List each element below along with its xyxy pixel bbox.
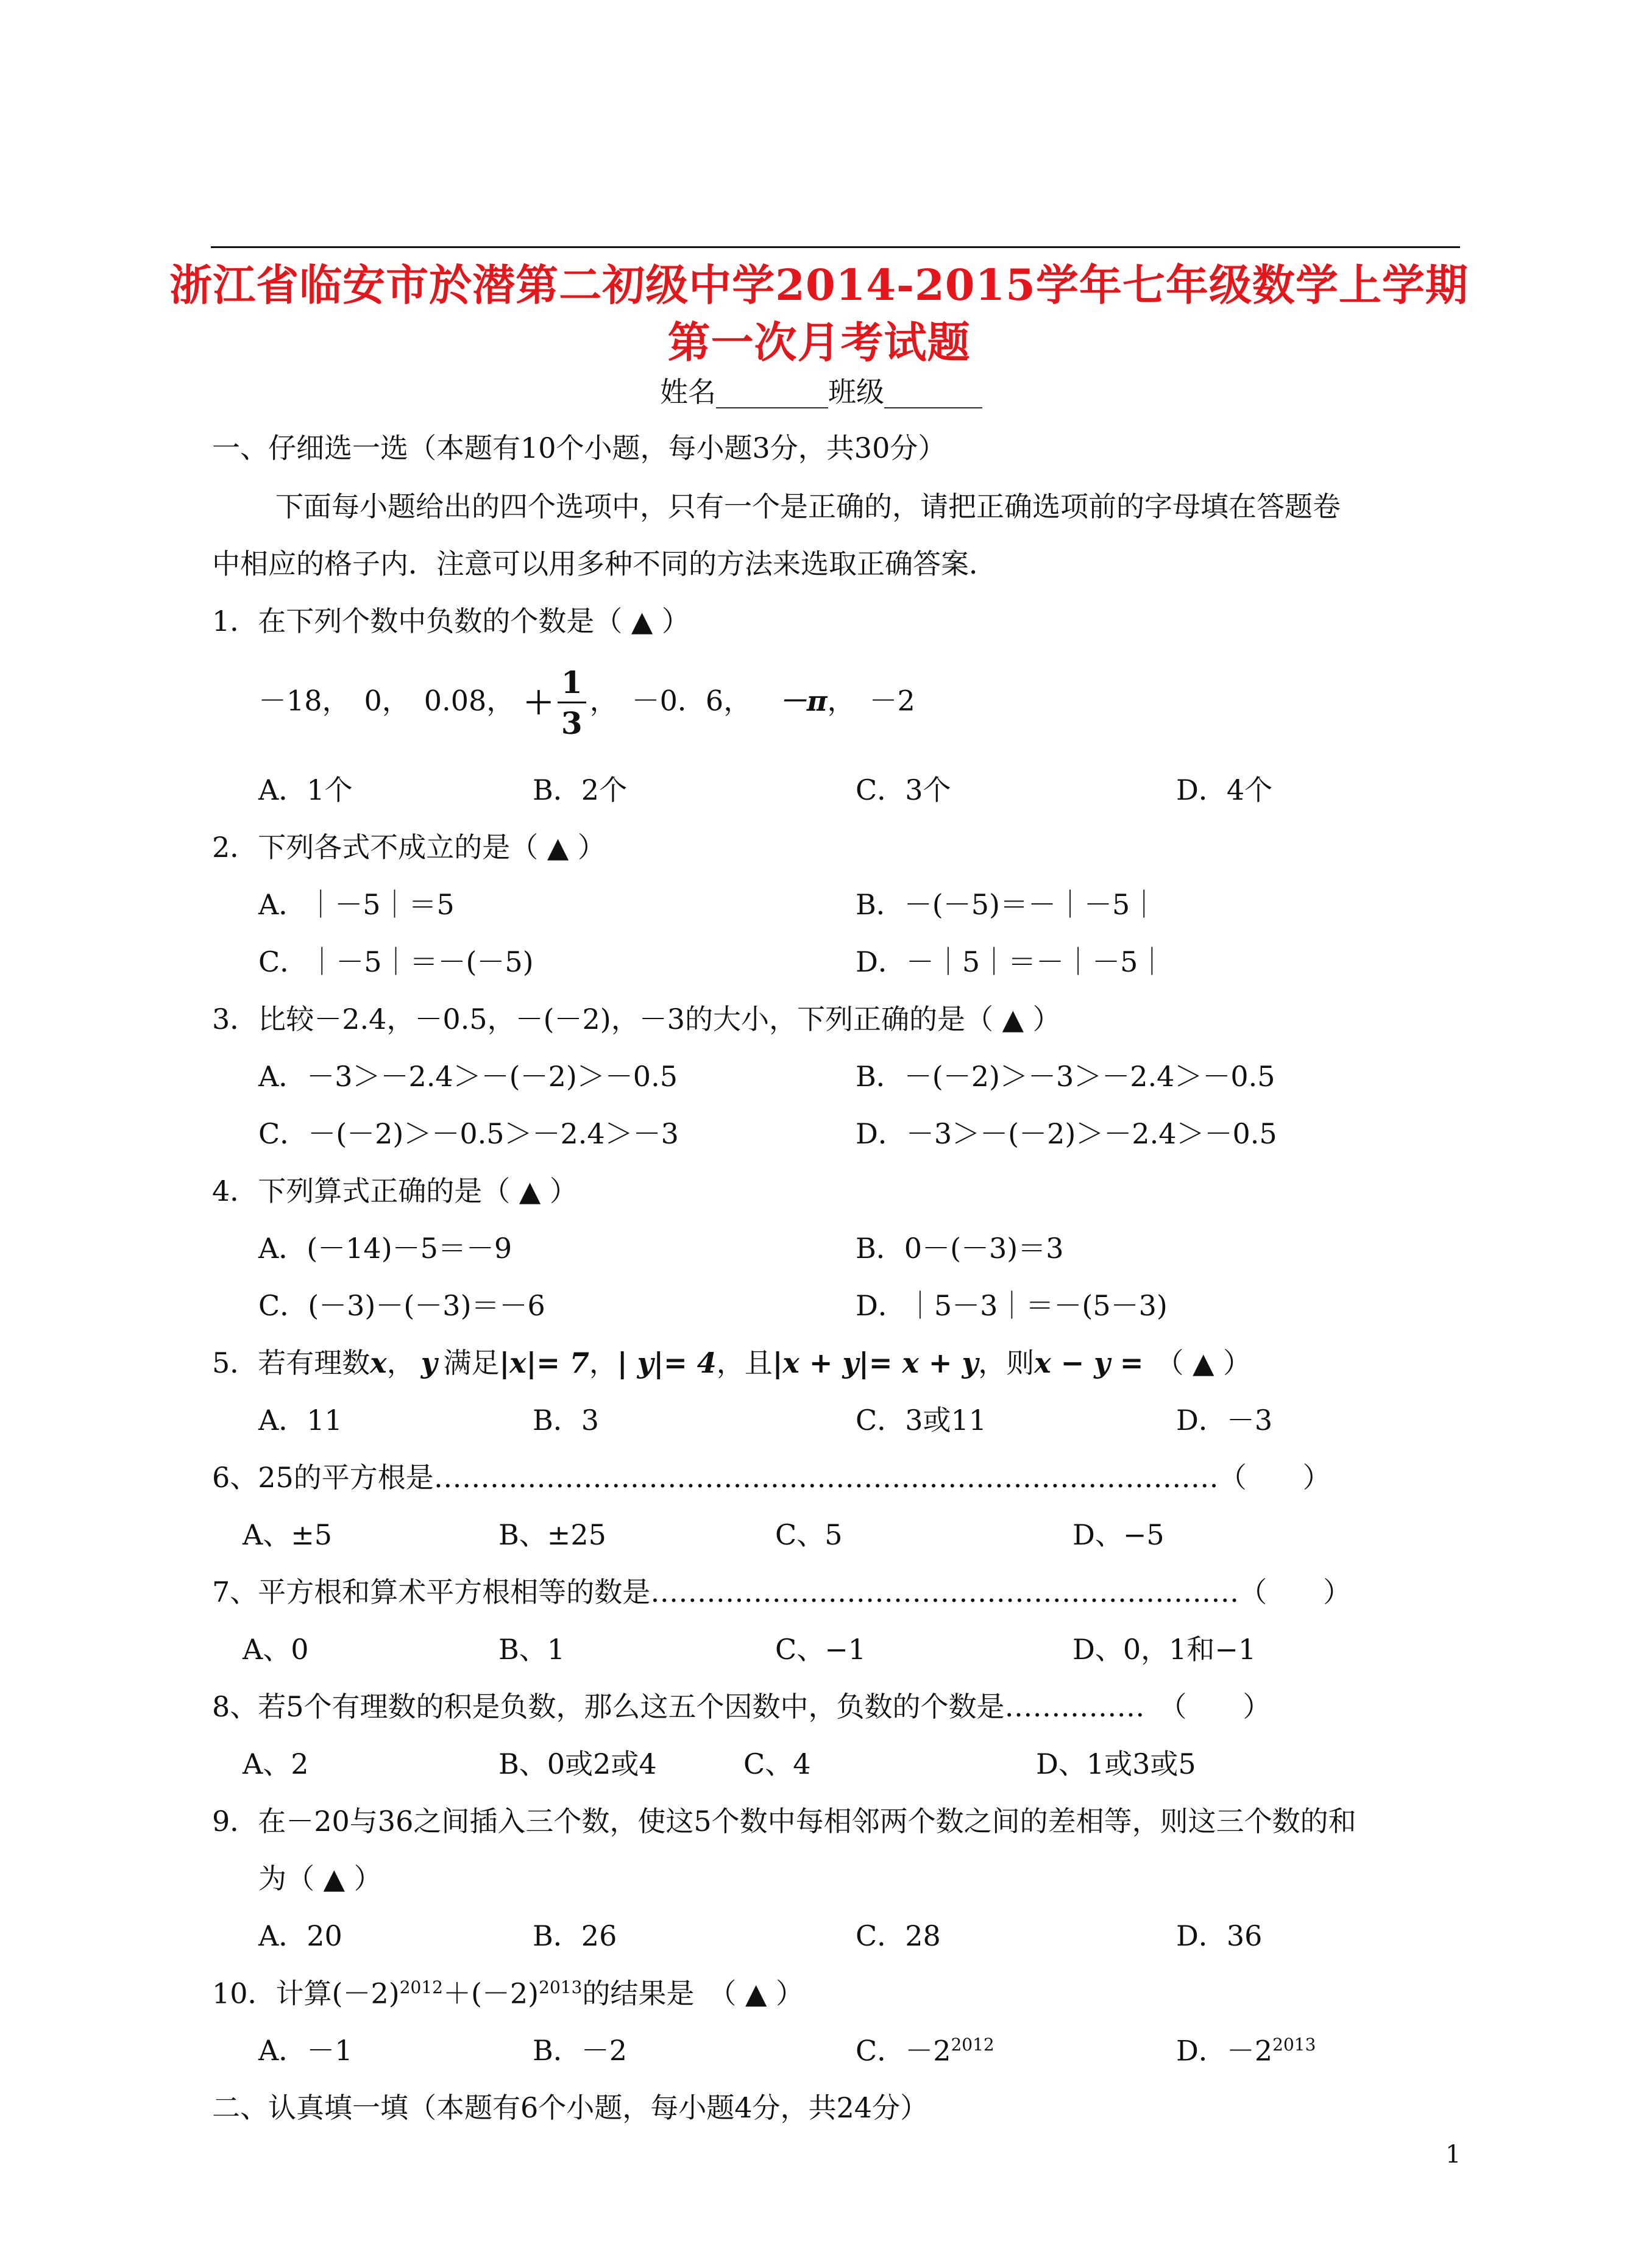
q4-option-c: C．(－3)－(－3)＝－6 bbox=[258, 1289, 545, 1322]
q10-option-d-exp: 2013 bbox=[1272, 2035, 1316, 2055]
q9-option-d: D．36 bbox=[1176, 1919, 1263, 1952]
q10-stem-c: 的结果是 （ ▲ ） bbox=[582, 1977, 804, 2010]
q6-stem: 6、25的平方根是…………………………………………………………………………（ ） bbox=[212, 1461, 1331, 1494]
header-rule bbox=[211, 246, 1460, 248]
q5-abs-x: |x|= 7 bbox=[499, 1346, 589, 1379]
name-class-line: 姓名________班级_______ bbox=[660, 375, 982, 408]
q6-option-b: B、±25 bbox=[498, 1518, 606, 1551]
q7-option-b: B、1 bbox=[498, 1633, 566, 1666]
q9-stem-line1: 9．在－20与36之间插入三个数，使这5个数中每相邻两个数之间的差相等，则这三个数的和 bbox=[212, 1805, 1356, 1838]
q10-option-c-exp: 2012 bbox=[951, 2035, 994, 2055]
q10-option-b: B．－2 bbox=[533, 2034, 628, 2067]
q5-abs-xy: |x + y|= x + y bbox=[772, 1346, 979, 1379]
q3-option-a: A．－3＞－2.4＞－(－2)＞－0.5 bbox=[258, 1060, 678, 1093]
q10-stem-b: ＋(－2) bbox=[442, 1977, 539, 2010]
q5-stem bbox=[212, 1346, 1252, 1379]
q1-option-a: A．1个 bbox=[258, 773, 353, 806]
q5-stem-b: 满足 bbox=[443, 1346, 500, 1379]
q5-var-y: y bbox=[420, 1346, 438, 1379]
q10-stem-a: 10．计算(－2) bbox=[212, 1977, 400, 2010]
q2-option-d: D．－｜5｜＝－｜－5｜ bbox=[856, 945, 1166, 978]
q5-stem-f: （ ▲ ） bbox=[1155, 1346, 1252, 1379]
q8-option-b: B、0或2或4 bbox=[498, 1747, 657, 1780]
section2-heading: 二、认真填一填（本题有6个小题，每小题4分，共24分） bbox=[212, 2091, 929, 2124]
q2-option-a: A．｜－5｜＝5 bbox=[258, 888, 455, 921]
section1-intro-line1: 下面每小题给出的四个选项中，只有一个是正确的，请把正确选项前的字母填在答题卷 bbox=[275, 490, 1341, 523]
q9-option-c: C．28 bbox=[856, 1919, 941, 1952]
q5-stem-d: ，且 bbox=[716, 1346, 773, 1379]
q1-stem: 1．在下列个数中负数的个数是（ ▲ ） bbox=[212, 605, 690, 638]
q5-stem-e: ，则 bbox=[978, 1346, 1035, 1379]
q10-option-c bbox=[856, 2034, 994, 2067]
q6-option-a: A、±5 bbox=[243, 1518, 333, 1551]
q1-option-c: C．3个 bbox=[856, 773, 951, 806]
q5-option-a: A．11 bbox=[258, 1404, 342, 1437]
q1-nums-b: ， －0．6， bbox=[589, 684, 752, 717]
q4-option-b: B．0－(－3)＝3 bbox=[856, 1232, 1064, 1265]
q1-frac-den: 3 bbox=[561, 705, 583, 741]
q5-var-x: x bbox=[370, 1346, 387, 1379]
q1-option-d: D．4个 bbox=[1176, 773, 1273, 806]
q8-option-c: C、4 bbox=[743, 1747, 811, 1780]
q1-nums-c: ， －2 bbox=[827, 684, 915, 717]
q5-abs-y: | y|= 4 bbox=[617, 1346, 717, 1379]
q1-frac-num: 1 bbox=[558, 667, 586, 703]
q6-option-c: C、5 bbox=[775, 1518, 843, 1551]
q3-option-d: D．－3＞－(－2)＞－2.4＞－0.5 bbox=[856, 1117, 1277, 1150]
q10-exp2: 2013 bbox=[539, 1977, 583, 1997]
q1-option-b: B．2个 bbox=[533, 773, 628, 806]
q2-option-c: C．｜－5｜＝－(－5) bbox=[258, 945, 534, 978]
q5-option-b: B．3 bbox=[533, 1404, 600, 1437]
q5-stem-a: 5．若有理数 bbox=[212, 1346, 370, 1379]
q2-option-b: B．－(－5)＝－｜－5｜ bbox=[856, 888, 1158, 921]
section1-heading: 一、仔细选一选（本题有10个小题，每小题3分，共30分） bbox=[212, 432, 946, 464]
q5-option-c: C．3或11 bbox=[856, 1404, 987, 1437]
q3-option-c: C．－(－2)＞－0.5＞－2.4＞－3 bbox=[258, 1117, 679, 1150]
q8-stem: 8、若5个有理数的积是负数，那么这五个因数中，负数的个数是…………… （ ） bbox=[212, 1690, 1271, 1723]
q10-exp1: 2012 bbox=[399, 1977, 443, 1997]
q9-stem-line2: 为（ ▲ ） bbox=[258, 1862, 382, 1895]
q7-option-c: C、−1 bbox=[775, 1633, 867, 1666]
q5-option-d: D．－3 bbox=[1176, 1404, 1273, 1437]
q10-option-a: A．－1 bbox=[258, 2034, 353, 2067]
q4-option-d: D．｜5－3｜＝－(5－3) bbox=[856, 1289, 1168, 1322]
q1-nums-a: －18， 0， 0.08， bbox=[258, 684, 515, 717]
q1-neg-pi: －π bbox=[778, 684, 828, 717]
q4-option-a: A．(－14)－5＝－9 bbox=[258, 1232, 512, 1265]
q7-option-d: D、0，1和−1 bbox=[1072, 1633, 1257, 1666]
q9-option-a: A．20 bbox=[258, 1919, 342, 1952]
q9-option-b: B．26 bbox=[533, 1919, 617, 1952]
q10-stem bbox=[212, 1977, 804, 2010]
q7-stem: 7、平方根和算术平方根相等的数是………………………………………………………（ ） bbox=[212, 1576, 1352, 1609]
exam-title-line1: 浙江省临安市於潜第二初级中学2014-2015学年七年级数学上学期 bbox=[169, 260, 1469, 310]
q4-stem: 4．下列算式正确的是（ ▲ ） bbox=[212, 1175, 578, 1207]
q8-option-d: D、1或3或5 bbox=[1036, 1747, 1196, 1780]
q10-option-d-base: D．－2 bbox=[1176, 2034, 1273, 2067]
q3-option-b: B．－(－2)＞－3＞－2.4＞－0.5 bbox=[856, 1060, 1275, 1093]
q2-stem: 2．下列各式不成立的是（ ▲ ） bbox=[212, 831, 606, 864]
q10-option-d bbox=[1176, 2034, 1316, 2067]
section1-intro-line2: 中相应的格子内．注意可以用多种不同的方法来选取正确答案． bbox=[212, 547, 997, 580]
q1-fraction bbox=[558, 664, 586, 741]
q8-option-a: A、2 bbox=[243, 1747, 309, 1780]
q7-option-a: A、0 bbox=[243, 1633, 309, 1666]
q5-stem-c: ， bbox=[589, 1346, 617, 1379]
q5-comma: ， bbox=[386, 1346, 415, 1379]
q5-x-minus-y: x − y = bbox=[1034, 1346, 1144, 1379]
exam-title-line2: 第一次月考试题 bbox=[667, 317, 971, 368]
q3-stem: 3．比较－2.4，－0.5，－(－2)，－3的大小，下列正确的是（ ▲ ） bbox=[212, 1003, 1061, 1036]
q10-option-c-base: C．－2 bbox=[856, 2034, 951, 2067]
q6-option-d: D、−5 bbox=[1072, 1518, 1165, 1551]
q1-numbers: －18， 0， 0.08， ＋ $\frac{1}{3}$ ， －0．6， －π， －2 bbox=[258, 664, 915, 741]
page-number: 1 bbox=[1445, 2141, 1461, 2169]
